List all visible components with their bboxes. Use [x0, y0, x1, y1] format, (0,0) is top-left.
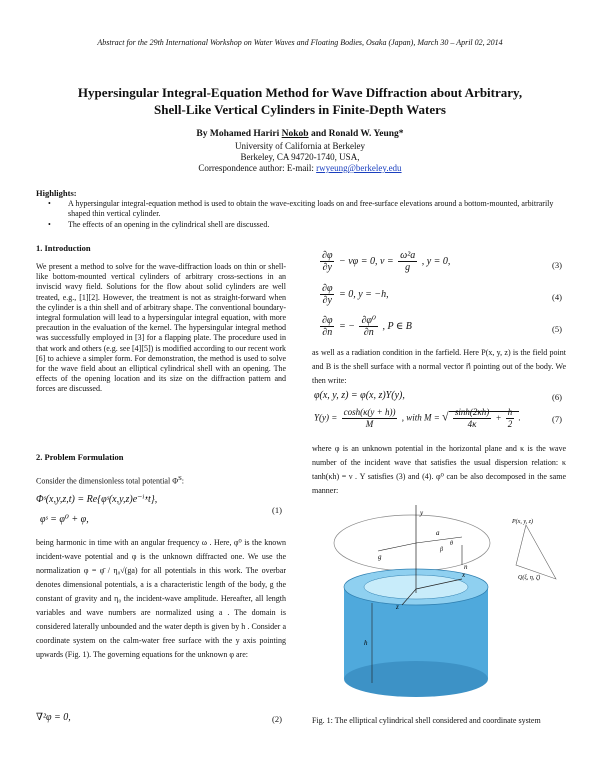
label-beta: β: [440, 547, 443, 553]
equation-2: ∇²φ = 0,: [36, 712, 71, 723]
author-rest: and Ronald W. Yeung*: [308, 129, 404, 139]
equation-7: Y(y) = $\frac{\cosh(\kappa(y + h))}{M}$ , with M = √ $\frac{\sinh(2\kappa h)}{4\kappa}$ + $\frac{h}{2}$ .: [314, 407, 521, 429]
running-header: Abstract for the 29th International Workshop on Water Waves and Floating Bodies, Osaka (Japan), March 30 – April 02, 2014: [97, 38, 503, 47]
figure-caption: Fig. 1: The elliptical cylindrical shell considered and coordinate system: [312, 716, 541, 725]
label-theta: θ: [450, 541, 453, 547]
author-line: [0, 129, 600, 139]
email-link[interactable]: rwyeung@berkeley.edu: [316, 163, 402, 173]
equation-3-number: (3): [552, 260, 562, 270]
label-y: y: [420, 509, 424, 517]
section-problem-heading: 2. Problem Formulation: [36, 452, 124, 462]
superscript-S: S: [178, 475, 182, 482]
equation-4-number: (4): [552, 292, 562, 302]
equation-6: φ(x, y, z) = φ(x, z)Y(y),: [314, 390, 405, 401]
point-triangle: [516, 525, 556, 579]
author-by: By Mohamed Hariri: [196, 129, 282, 139]
figure-1-diagram: [312, 505, 566, 713]
title-line-2: Shell-Like Vertical Cylinders in Finite-Depth Waters: [154, 102, 446, 117]
section-intro-heading: 1. Introduction: [36, 243, 91, 253]
problem-intro-text: Consider the dimensionless total potential $\Phi^S$:: [36, 475, 184, 486]
equation-2-number: (2): [272, 714, 282, 724]
corr-prefix: Correspondence author: E-mail:: [198, 163, 317, 173]
equation-1-line-2: φˢ = φ⁰ + φ,: [40, 514, 89, 525]
equation-3: $\frac{\partial\varphi}{\partial y}$ − νφ = 0, ν = $\frac{\text{ω²a}}{g}$ , y = 0,: [322, 250, 451, 273]
label-P: P(x, y, z): [512, 519, 533, 525]
radius-line: [416, 537, 462, 543]
equation-5: $\frac{\partial\varphi}{\partial n}$ = − $\frac{\text{∂φ⁰}}{\partial n}$ , P ∈ B: [322, 315, 412, 338]
highlights-list: [44, 199, 564, 231]
equation-1-number: (1): [272, 505, 282, 515]
equation-4: $\frac{\partial\varphi}{\partial y}$ = 0, y = −h,: [322, 283, 389, 306]
equation-5-number: (5): [552, 324, 562, 334]
highlight-text: The effects of an opening in the cylindrical shell are discussed.: [68, 220, 270, 229]
cylinder-bottom: [344, 661, 488, 697]
highlight-item: [44, 220, 564, 230]
affiliation: [0, 141, 600, 174]
label-h: h: [364, 639, 368, 647]
label-z: z: [396, 603, 399, 611]
equation-6-number: (6): [552, 392, 562, 402]
affil-line-2: Berkeley, CA 94720-1740, USA,: [240, 152, 360, 162]
paper-title: [40, 84, 560, 118]
label-g: g: [378, 553, 382, 561]
problem-paragraph: being harmonic in time with an angular frequency ω . Here, φ⁰ is the known incident-wave potential and φ is the unknown diffracted one. We use the normalization φ = φ̄ / η₀√(ga) for all potentials in this work. The overbar denotes dimensional potentials, a is a characteristic length of the body, g the constant of gravity and η₀ the incident-wave amplitude. Hereafter, all length variables and wave numbers are normalized using a . The domain is considered laterally unbounded and the water depth is given by h . Consider a coordinate system on the calm-water free surface with the y axis pointing upwards (Fig. 1). The governing equations for the unknown φ are:: [36, 538, 286, 659]
label-x: x: [462, 571, 466, 579]
bullet-icon: •: [48, 199, 51, 208]
bullet-icon: •: [48, 220, 51, 229]
highlights-heading: Highlights:: [36, 188, 77, 198]
g-line: [378, 543, 416, 551]
label-Q: Q(ξ, η, ζ): [518, 575, 541, 581]
highlight-text: A hypersingular integral-equation method is used to obtain the wave-exciting loads on and free-surface elevations around a bottom-mounted, arbitrarily shaped thin vertical cylinder.: [68, 199, 554, 218]
intro-paragraph: We present a method to solve for the wave-diffraction loads on thin or shell-like bottom-mounted vertical cylinders of arbitrary cross-sections in an inviscid wavy field. Solutions for the flow about solid cylinders are well treated, e.g., [1][2]. However, the treatment is not as straight-forward when the cylinder is a thin shell and of arbitrary shape. The conventional boundary-integral formulation will lead to a hypersingular integral equation, with more precaution in the evaluation of the kernel. The hypersingular integral method was successfully employed in [3] for a flapping plate. The procedure used in that work and others (e.g. see [4][5]) is modified according to our recent work [6] to achieve a simpler form. For demonstration, the method is used to solve for the wave field about an elliptical cylindrical shell with an opening. The effects of the opening location and its size on the diffraction pattern and forces are discussed.: [36, 262, 286, 394]
title-line-1: Hypersingular Integral-Equation Method for Wave Diffraction about Arbitrary,: [77, 85, 523, 100]
radiation-paragraph: as well as a radiation condition in the farfield. Here P(x, y, z) is the field point and B is the shell surface with a normal vector n⃗ pointing out of the body. We then write:: [312, 348, 566, 385]
label-a: a: [436, 529, 440, 537]
dispersion-paragraph: where φ is an unknown potential in the horizontal plane and κ is the wave number of the incident wave that satisfies the usual dispersion relation: κ tanh(κh) = ν . Y satisfies (3) and (4). φ⁰ can be also decomposed in the same manner:: [312, 444, 566, 495]
highlight-item: [44, 199, 564, 219]
affil-line-1: University of California at Berkeley: [235, 141, 365, 151]
equation-7-number: (7): [552, 414, 562, 424]
label-n: n: [464, 563, 468, 571]
correspondence: [0, 163, 600, 174]
author1-surname: Nokob: [281, 129, 309, 139]
equation-1-line-1: Φˢ(x,y,z,t) = Re{φˢ(x,y,z)e⁻ⁱᵜt},: [36, 494, 158, 505]
